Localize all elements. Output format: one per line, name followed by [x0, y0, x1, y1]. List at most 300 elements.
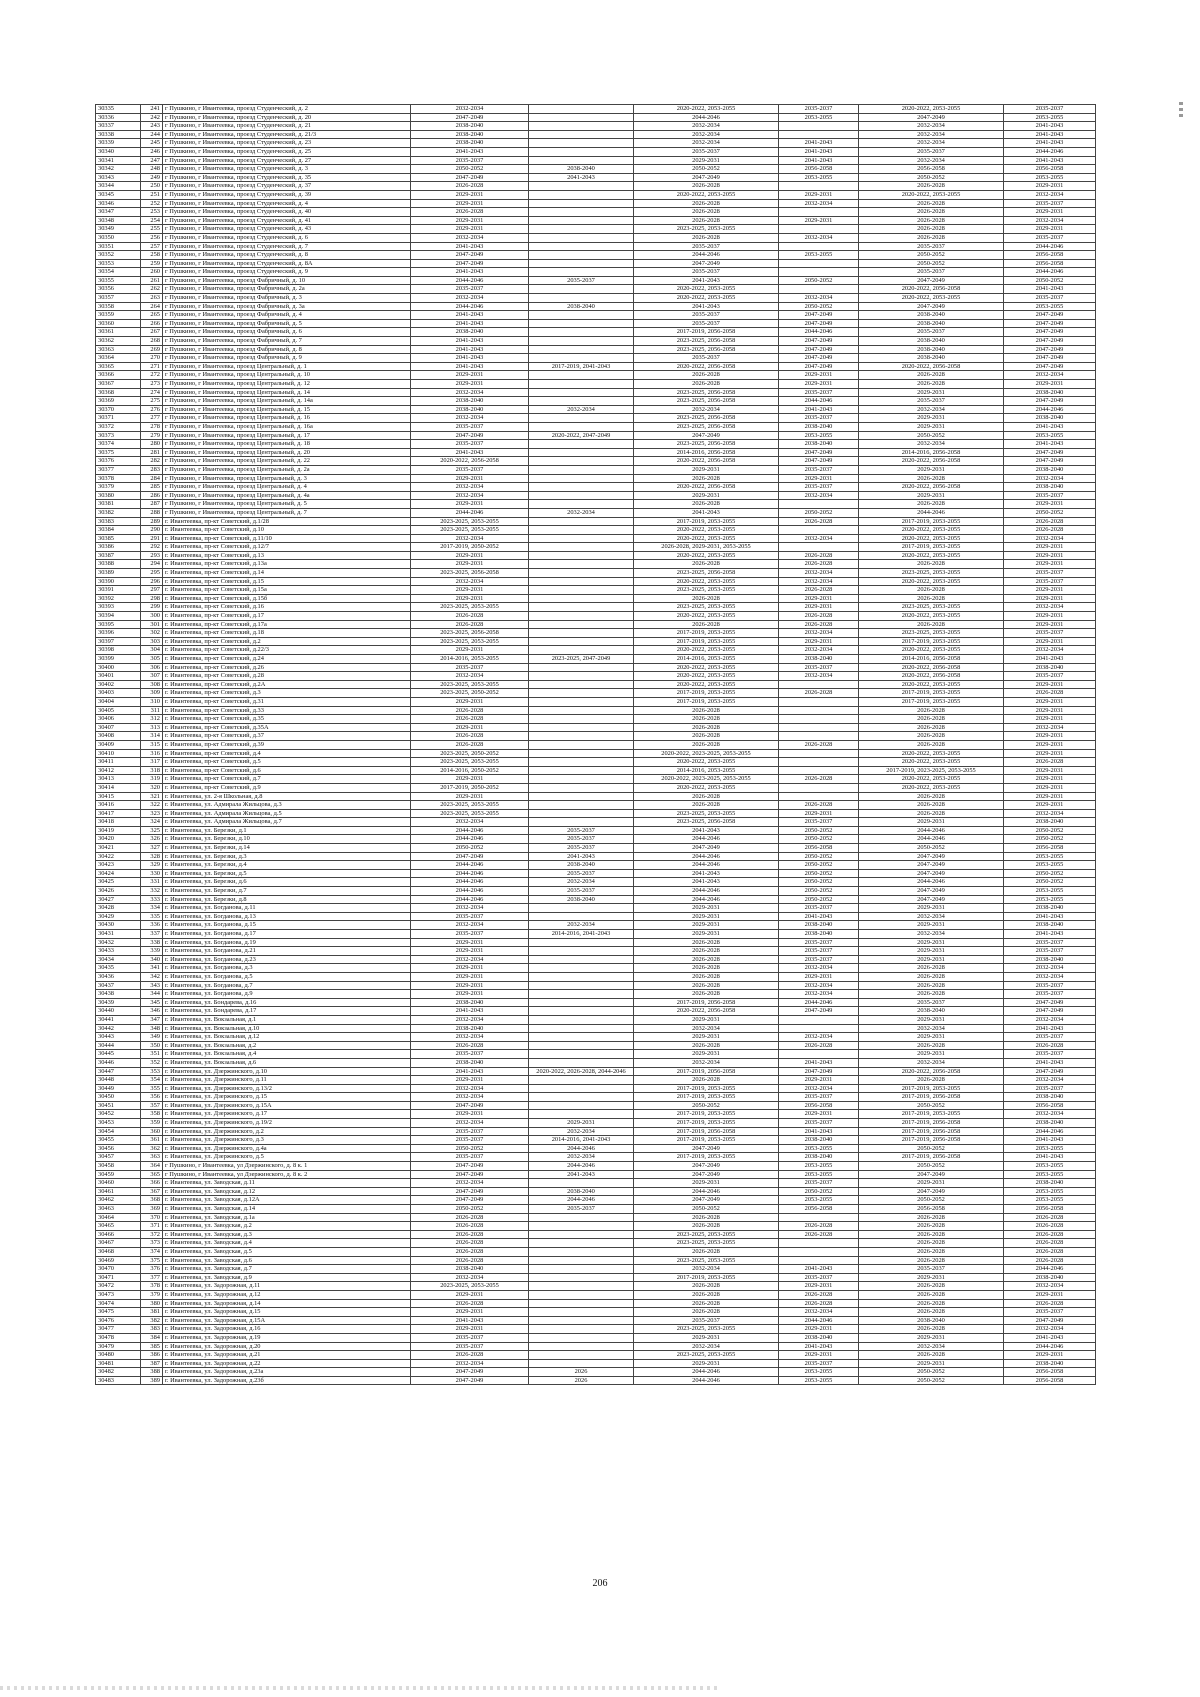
term-facade-cell: 2035-2037: [529, 887, 634, 896]
row-id-cell: 30393: [96, 603, 141, 612]
term-basement-cell: 2029-2031: [859, 491, 1004, 500]
term-foundation-cell: 2056-2058: [1004, 1101, 1096, 1110]
term-facade-cell: 2032-2034: [529, 508, 634, 517]
term-facade-cell: [529, 715, 634, 724]
term-facade-cell: [529, 371, 634, 380]
row-number-cell: 244: [141, 130, 163, 139]
term-foundation-cell: 2044-2046: [1004, 1127, 1096, 1136]
term-foundation-cell: 2032-2034: [1004, 809, 1096, 818]
row-id-cell: 30349: [96, 225, 141, 234]
term-facade-cell: [529, 1342, 634, 1351]
address-cell: г Пушкино, г Ивантеевка, проезд Фабричный, д. 2а: [163, 285, 411, 294]
table-row: [96, 1222, 1096, 1231]
row-number-cell: 325: [141, 826, 163, 835]
term-foundation-cell: 2041-2043: [1004, 1136, 1096, 1145]
table-row: [96, 912, 1096, 921]
term-foundation-cell: 2029-2031: [1004, 637, 1096, 646]
term-facade-cell: 2038-2040: [529, 165, 634, 174]
term-facade-cell: [529, 225, 634, 234]
row-number-cell: 298: [141, 594, 163, 603]
term-basement-cell: 2017-2019, 2023-2025, 2053-2055: [859, 766, 1004, 775]
overhaul-schedule-table: [95, 104, 1096, 1385]
term-roof-cell: 2029-2031: [411, 646, 529, 655]
term-lift-cell: 2047-2049: [779, 362, 859, 371]
term-facade-cell: 2038-2040: [529, 1187, 634, 1196]
term-facade-cell: [529, 1308, 634, 1317]
row-number-cell: 318: [141, 766, 163, 775]
term-lift-cell: 2038-2040: [779, 655, 859, 664]
term-roof-cell: 2023-2025, 2056-2058: [411, 569, 529, 578]
term-engineering-cell: 2017-2019, 2053-2055: [634, 697, 779, 706]
table-row: [96, 1205, 1096, 1214]
row-number-cell: 354: [141, 1076, 163, 1085]
term-engineering-cell: 2017-2019, 2053-2055: [634, 689, 779, 698]
term-roof-cell: 2029-2031: [411, 199, 529, 208]
address-cell: г. Ивантеевка, ул. Дзержинского, д.17: [163, 1110, 411, 1119]
table-row: [96, 1033, 1096, 1042]
term-foundation-cell: 2056-2058: [1004, 165, 1096, 174]
address-cell: г Пушкино, г Ивантеевка, проезд Центральный, д. 14а: [163, 397, 411, 406]
term-facade-cell: [529, 483, 634, 492]
row-id-cell: 30482: [96, 1368, 141, 1377]
term-facade-cell: [529, 577, 634, 586]
address-cell: г. Ивантеевка, пр-кт Советский, д.1/28: [163, 517, 411, 526]
address-cell: г. Ивантеевка, пр-кт Советский, д.18: [163, 629, 411, 638]
term-facade-cell: 2035-2037: [529, 1205, 634, 1214]
address-cell: г. Ивантеевка, ул. Задорожная, д.20: [163, 1342, 411, 1351]
term-facade-cell: [529, 689, 634, 698]
term-facade-cell: [529, 612, 634, 621]
term-facade-cell: [529, 792, 634, 801]
term-facade-cell: 2035-2037: [529, 276, 634, 285]
term-basement-cell: 2026-2028: [859, 1282, 1004, 1291]
term-foundation-cell: 2047-2049: [1004, 448, 1096, 457]
term-basement-cell: 2026-2028: [859, 740, 1004, 749]
row-number-cell: 264: [141, 302, 163, 311]
address-cell: г. Ивантеевка, ул. Богданова, д.7: [163, 981, 411, 990]
term-engineering-cell: 2023-2025, 2053-2055: [634, 1351, 779, 1360]
table-row: [96, 216, 1096, 225]
term-foundation-cell: 2038-2040: [1004, 483, 1096, 492]
address-cell: г Пушкино, г Ивантеевка, проезд Студенческий, д. 4: [163, 199, 411, 208]
row-id-cell: 30433: [96, 947, 141, 956]
term-engineering-cell: 2047-2049: [634, 1162, 779, 1171]
term-foundation-cell: 2038-2040: [1004, 955, 1096, 964]
term-engineering-cell: 2020-2022, 2053-2055: [634, 534, 779, 543]
row-number-cell: 296: [141, 577, 163, 586]
term-lift-cell: 2047-2049: [779, 1007, 859, 1016]
term-roof-cell: 2029-2031: [411, 216, 529, 225]
table-row: [96, 1058, 1096, 1067]
address-cell: г. Ивантеевка, ул. Адмирала Жильцова, д.7: [163, 818, 411, 827]
term-foundation-cell: 2041-2043: [1004, 139, 1096, 148]
address-cell: г Пушкино, г Ивантеевка, проезд Студенческий, д. 23: [163, 139, 411, 148]
term-roof-cell: 2047-2049: [411, 852, 529, 861]
row-id-cell: 30455: [96, 1136, 141, 1145]
table-row: [96, 569, 1096, 578]
term-facade-cell: 2035-2037: [529, 826, 634, 835]
address-cell: г. Ивантеевка, ул. Заводская, д.12А: [163, 1196, 411, 1205]
row-number-cell: 326: [141, 835, 163, 844]
row-number-cell: 294: [141, 560, 163, 569]
term-lift-cell: 2047-2049: [779, 337, 859, 346]
term-foundation-cell: 2032-2034: [1004, 1015, 1096, 1024]
address-cell: г. Ивантеевка, ул. Задорожная, д.16: [163, 1325, 411, 1334]
term-engineering-cell: 2017-2019, 2056-2058: [634, 1067, 779, 1076]
term-basement-cell: 2026-2028: [859, 1299, 1004, 1308]
term-lift-cell: 2029-2031: [779, 1325, 859, 1334]
term-engineering-cell: 2023-2025, 2053-2055: [634, 1230, 779, 1239]
table-row: [96, 397, 1096, 406]
term-lift-cell: 2053-2055: [779, 1144, 859, 1153]
term-basement-cell: 2026-2028: [859, 380, 1004, 389]
term-basement-cell: 2032-2034: [859, 405, 1004, 414]
term-basement-cell: 2029-2031: [859, 1050, 1004, 1059]
term-roof-cell: 2032-2034: [411, 904, 529, 913]
margin-marks: [1178, 100, 1184, 122]
table-row: [96, 1196, 1096, 1205]
term-basement-cell: 2026-2028: [859, 586, 1004, 595]
term-lift-cell: 2050-2052: [779, 276, 859, 285]
row-id-cell: 30381: [96, 500, 141, 509]
term-basement-cell: 2026-2028: [859, 723, 1004, 732]
term-roof-cell: 2035-2037: [411, 1153, 529, 1162]
term-facade-cell: [529, 775, 634, 784]
term-basement-cell: 2020-2022, 2053-2055: [859, 294, 1004, 303]
row-id-cell: 30435: [96, 964, 141, 973]
term-facade-cell: [529, 766, 634, 775]
term-facade-cell: [529, 319, 634, 328]
term-roof-cell: 2032-2034: [411, 233, 529, 242]
term-facade-cell: [529, 216, 634, 225]
term-foundation-cell: 2035-2037: [1004, 1084, 1096, 1093]
term-roof-cell: 2032-2034: [411, 921, 529, 930]
row-number-cell: 308: [141, 680, 163, 689]
term-foundation-cell: 2032-2034: [1004, 1076, 1096, 1085]
table-row: [96, 947, 1096, 956]
row-id-cell: 30448: [96, 1076, 141, 1085]
term-engineering-cell: 2026-2028: [634, 620, 779, 629]
table-row: [96, 233, 1096, 242]
term-lift-cell: 2035-2037: [779, 1273, 859, 1282]
address-cell: г. Ивантеевка, ул. Богданова, д.21: [163, 947, 411, 956]
term-facade-cell: [529, 646, 634, 655]
term-lift-cell: [779, 285, 859, 294]
address-cell: г. Ивантеевка, ул. Березки, д.8: [163, 895, 411, 904]
term-lift-cell: 2026-2028: [779, 1222, 859, 1231]
term-basement-cell: 2026-2028: [859, 474, 1004, 483]
row-number-cell: 252: [141, 199, 163, 208]
address-cell: г. Ивантеевка, ул. Богданова, д.11: [163, 904, 411, 913]
term-facade-cell: [529, 818, 634, 827]
term-engineering-cell: 2020-2022, 2053-2055: [634, 551, 779, 560]
address-cell: г. Ивантеевка, ул. Березки, д.14: [163, 844, 411, 853]
term-lift-cell: 2050-2052: [779, 835, 859, 844]
term-engineering-cell: 2026-2028: [634, 1213, 779, 1222]
term-lift-cell: 2035-2037: [779, 483, 859, 492]
term-facade-cell: [529, 801, 634, 810]
term-lift-cell: 2038-2040: [779, 440, 859, 449]
term-foundation-cell: 2053-2055: [1004, 1144, 1096, 1153]
term-roof-cell: 2032-2034: [411, 388, 529, 397]
term-lift-cell: 2032-2034: [779, 569, 859, 578]
term-basement-cell: 2047-2049: [859, 869, 1004, 878]
term-engineering-cell: 2044-2046: [634, 1376, 779, 1385]
term-facade-cell: [529, 1110, 634, 1119]
row-id-cell: 30408: [96, 732, 141, 741]
term-basement-cell: 2020-2022, 2056-2058: [859, 483, 1004, 492]
term-roof-cell: 2035-2037: [411, 1342, 529, 1351]
term-basement-cell: 2017-2019, 2056-2058: [859, 1127, 1004, 1136]
term-engineering-cell: 2029-2031: [634, 1333, 779, 1342]
row-number-cell: 315: [141, 740, 163, 749]
table-row: [96, 1213, 1096, 1222]
term-basement-cell: 2026-2028: [859, 809, 1004, 818]
row-number-cell: 320: [141, 783, 163, 792]
term-foundation-cell: 2035-2037: [1004, 1308, 1096, 1317]
term-foundation-cell: 2032-2034: [1004, 972, 1096, 981]
term-engineering-cell: 2032-2034: [634, 405, 779, 414]
term-lift-cell: [779, 225, 859, 234]
term-foundation-cell: 2056-2058: [1004, 1368, 1096, 1377]
term-roof-cell: 2023-2025, 2053-2055: [411, 603, 529, 612]
term-foundation-cell: 2053-2055: [1004, 1162, 1096, 1171]
term-basement-cell: 2020-2022, 2056-2058: [859, 672, 1004, 681]
term-roof-cell: 2029-2031: [411, 225, 529, 234]
term-lift-cell: 2026-2028: [779, 1290, 859, 1299]
term-basement-cell: 2047-2049: [859, 895, 1004, 904]
term-foundation-cell: 2053-2055: [1004, 895, 1096, 904]
term-lift-cell: 2035-2037: [779, 105, 859, 114]
term-facade-cell: [529, 517, 634, 526]
term-engineering-cell: 2023-2025, 2053-2055: [634, 225, 779, 234]
row-number-cell: 344: [141, 990, 163, 999]
term-basement-cell: 2026-2028: [859, 1041, 1004, 1050]
table-row: [96, 594, 1096, 603]
term-engineering-cell: 2026-2028: [634, 1308, 779, 1317]
row-id-cell: 30358: [96, 302, 141, 311]
term-foundation-cell: 2032-2034: [1004, 723, 1096, 732]
term-facade-cell: [529, 422, 634, 431]
term-basement-cell: 2017-2019, 2056-2058: [859, 1136, 1004, 1145]
term-foundation-cell: 2035-2037: [1004, 990, 1096, 999]
address-cell: г Пушкино, г Ивантеевка, проезд Студенческий, д. 8А: [163, 259, 411, 268]
term-roof-cell: 2032-2034: [411, 491, 529, 500]
table-row: [96, 491, 1096, 500]
term-lift-cell: 2047-2049: [779, 457, 859, 466]
term-facade-cell: [529, 706, 634, 715]
row-id-cell: 30387: [96, 551, 141, 560]
term-basement-cell: 2050-2052: [859, 173, 1004, 182]
term-foundation-cell: 2050-2052: [1004, 276, 1096, 285]
term-roof-cell: 2026-2028: [411, 1222, 529, 1231]
row-id-cell: 30360: [96, 319, 141, 328]
term-basement-cell: 2020-2022, 2053-2055: [859, 783, 1004, 792]
row-id-cell: 30425: [96, 878, 141, 887]
term-foundation-cell: 2029-2031: [1004, 740, 1096, 749]
row-number-cell: 342: [141, 972, 163, 981]
term-roof-cell: 2041-2043: [411, 1007, 529, 1016]
row-id-cell: 30403: [96, 689, 141, 698]
term-lift-cell: 2026-2028: [779, 560, 859, 569]
term-engineering-cell: 2026-2028: [634, 380, 779, 389]
term-roof-cell: 2038-2040: [411, 122, 529, 131]
term-foundation-cell: 2035-2037: [1004, 577, 1096, 586]
row-id-cell: 30480: [96, 1351, 141, 1360]
term-lift-cell: 2038-2040: [779, 921, 859, 930]
term-foundation-cell: 2032-2034: [1004, 1325, 1096, 1334]
address-cell: г. Ивантеевка, пр-кт Советский, д.2: [163, 637, 411, 646]
term-engineering-cell: 2035-2037: [634, 1316, 779, 1325]
table-row: [96, 1067, 1096, 1076]
term-lift-cell: 2050-2052: [779, 895, 859, 904]
row-number-cell: 351: [141, 1050, 163, 1059]
term-facade-cell: 2014-2016, 2041-2043: [529, 930, 634, 939]
row-id-cell: 30409: [96, 740, 141, 749]
row-id-cell: 30365: [96, 362, 141, 371]
row-number-cell: 349: [141, 1033, 163, 1042]
term-lift-cell: 2035-2037: [779, 938, 859, 947]
term-engineering-cell: 2026-2028: [634, 723, 779, 732]
row-id-cell: 30392: [96, 594, 141, 603]
address-cell: г. Ивантеевка, ул. Задорожная, д.12: [163, 1290, 411, 1299]
row-id-cell: 30401: [96, 672, 141, 681]
term-engineering-cell: 2023-2025, 2053-2055: [634, 1325, 779, 1334]
row-number-cell: 293: [141, 551, 163, 560]
term-basement-cell: 2020-2022, 2056-2058: [859, 457, 1004, 466]
row-id-cell: 30451: [96, 1101, 141, 1110]
term-foundation-cell: 2026-2028: [1004, 689, 1096, 698]
term-lift-cell: 2044-2046: [779, 1316, 859, 1325]
term-facade-cell: [529, 1265, 634, 1274]
term-engineering-cell: 2026-2028: [634, 233, 779, 242]
table-row: [96, 1247, 1096, 1256]
row-id-cell: 30477: [96, 1325, 141, 1334]
term-basement-cell: 2032-2034: [859, 1024, 1004, 1033]
row-number-cell: 300: [141, 612, 163, 621]
term-foundation-cell: 2029-2031: [1004, 500, 1096, 509]
address-cell: г. Ивантеевка, пр-кт Советский, д.10: [163, 526, 411, 535]
term-engineering-cell: 2026-2028: [634, 1247, 779, 1256]
term-basement-cell: 2026-2028: [859, 1239, 1004, 1248]
term-lift-cell: 2029-2031: [779, 1076, 859, 1085]
term-lift-cell: [779, 543, 859, 552]
term-lift-cell: 2050-2052: [779, 852, 859, 861]
term-lift-cell: 2035-2037: [779, 1179, 859, 1188]
term-basement-cell: 2020-2022, 2056-2058: [859, 362, 1004, 371]
term-basement-cell: 2029-2031: [859, 1273, 1004, 1282]
term-lift-cell: 2053-2055: [779, 1376, 859, 1385]
term-facade-cell: 2041-2043: [529, 173, 634, 182]
row-number-cell: 314: [141, 732, 163, 741]
term-facade-cell: 2035-2037: [529, 835, 634, 844]
term-basement-cell: 2038-2040: [859, 354, 1004, 363]
row-id-cell: 30479: [96, 1342, 141, 1351]
term-basement-cell: 2029-2031: [859, 921, 1004, 930]
row-number-cell: 265: [141, 311, 163, 320]
term-engineering-cell: 2023-2025, 2056-2058: [634, 414, 779, 423]
term-facade-cell: [529, 783, 634, 792]
term-roof-cell: 2035-2037: [411, 1050, 529, 1059]
term-basement-cell: 2047-2049: [859, 1187, 1004, 1196]
row-id-cell: 30353: [96, 259, 141, 268]
term-facade-cell: 2032-2034: [529, 1153, 634, 1162]
term-roof-cell: 2047-2049: [411, 1187, 529, 1196]
row-number-cell: 327: [141, 844, 163, 853]
term-engineering-cell: 2050-2052: [634, 165, 779, 174]
term-engineering-cell: 2026-2028: [634, 964, 779, 973]
term-basement-cell: 2050-2052: [859, 1196, 1004, 1205]
row-id-cell: 30430: [96, 921, 141, 930]
term-basement-cell: 2020-2022, 2053-2055: [859, 551, 1004, 560]
term-lift-cell: [779, 1050, 859, 1059]
term-lift-cell: [779, 500, 859, 509]
term-basement-cell: 2029-2031: [859, 1333, 1004, 1342]
row-id-cell: 30336: [96, 113, 141, 122]
table-row: [96, 319, 1096, 328]
term-facade-cell: [529, 122, 634, 131]
address-cell: г. Ивантеевка, ул. Березки, д.1: [163, 826, 411, 835]
term-basement-cell: 2017-2019, 2053-2055: [859, 517, 1004, 526]
table-row: [96, 895, 1096, 904]
term-foundation-cell: 2029-2031: [1004, 560, 1096, 569]
row-id-cell: 30400: [96, 663, 141, 672]
row-number-cell: 259: [141, 259, 163, 268]
row-id-cell: 30379: [96, 483, 141, 492]
row-number-cell: 270: [141, 354, 163, 363]
term-facade-cell: [529, 199, 634, 208]
term-facade-cell: [529, 414, 634, 423]
term-basement-cell: 2020-2022, 2053-2055: [859, 758, 1004, 767]
table-row: [96, 483, 1096, 492]
row-number-cell: 271: [141, 362, 163, 371]
term-roof-cell: 2041-2043: [411, 448, 529, 457]
row-id-cell: 30453: [96, 1119, 141, 1128]
term-foundation-cell: 2038-2040: [1004, 388, 1096, 397]
term-engineering-cell: 2020-2022, 2053-2055: [634, 783, 779, 792]
term-foundation-cell: 2053-2055: [1004, 113, 1096, 122]
row-number-cell: 310: [141, 697, 163, 706]
address-cell: г. Ивантеевка, ул. Вокзальная, д.4: [163, 1050, 411, 1059]
term-basement-cell: 2029-2031: [859, 1359, 1004, 1368]
address-cell: г. Ивантеевка, ул. Богданова, д.15: [163, 921, 411, 930]
term-foundation-cell: 2053-2055: [1004, 173, 1096, 182]
term-lift-cell: 2056-2058: [779, 165, 859, 174]
term-engineering-cell: 2020-2022, 2053-2055: [634, 190, 779, 199]
row-number-cell: 307: [141, 672, 163, 681]
address-cell: г. Ивантеевка, ул. Дзержинского, д.3: [163, 1136, 411, 1145]
term-facade-cell: [529, 672, 634, 681]
row-number-cell: 335: [141, 912, 163, 921]
table-row: [96, 1230, 1096, 1239]
table-row: [96, 1015, 1096, 1024]
row-number-cell: 367: [141, 1187, 163, 1196]
term-basement-cell: 2050-2052: [859, 1144, 1004, 1153]
address-cell: г Пушкино, г Ивантеевка, проезд Центральный, д. 5: [163, 500, 411, 509]
term-roof-cell: 2050-2052: [411, 844, 529, 853]
row-number-cell: 316: [141, 749, 163, 758]
address-cell: г Пушкино, г Ивантеевка, проезд Студенческий, д. 41: [163, 216, 411, 225]
address-cell: г. Ивантеевка, ул. Заводская, д.2: [163, 1222, 411, 1231]
term-roof-cell: 2047-2049: [411, 1368, 529, 1377]
term-roof-cell: 2014-2016, 2050-2052: [411, 766, 529, 775]
term-roof-cell: 2026-2028: [411, 208, 529, 217]
row-id-cell: 30420: [96, 835, 141, 844]
term-roof-cell: 2041-2043: [411, 345, 529, 354]
row-number-cell: 267: [141, 328, 163, 337]
term-foundation-cell: 2029-2031: [1004, 551, 1096, 560]
term-roof-cell: 2026-2028: [411, 182, 529, 191]
